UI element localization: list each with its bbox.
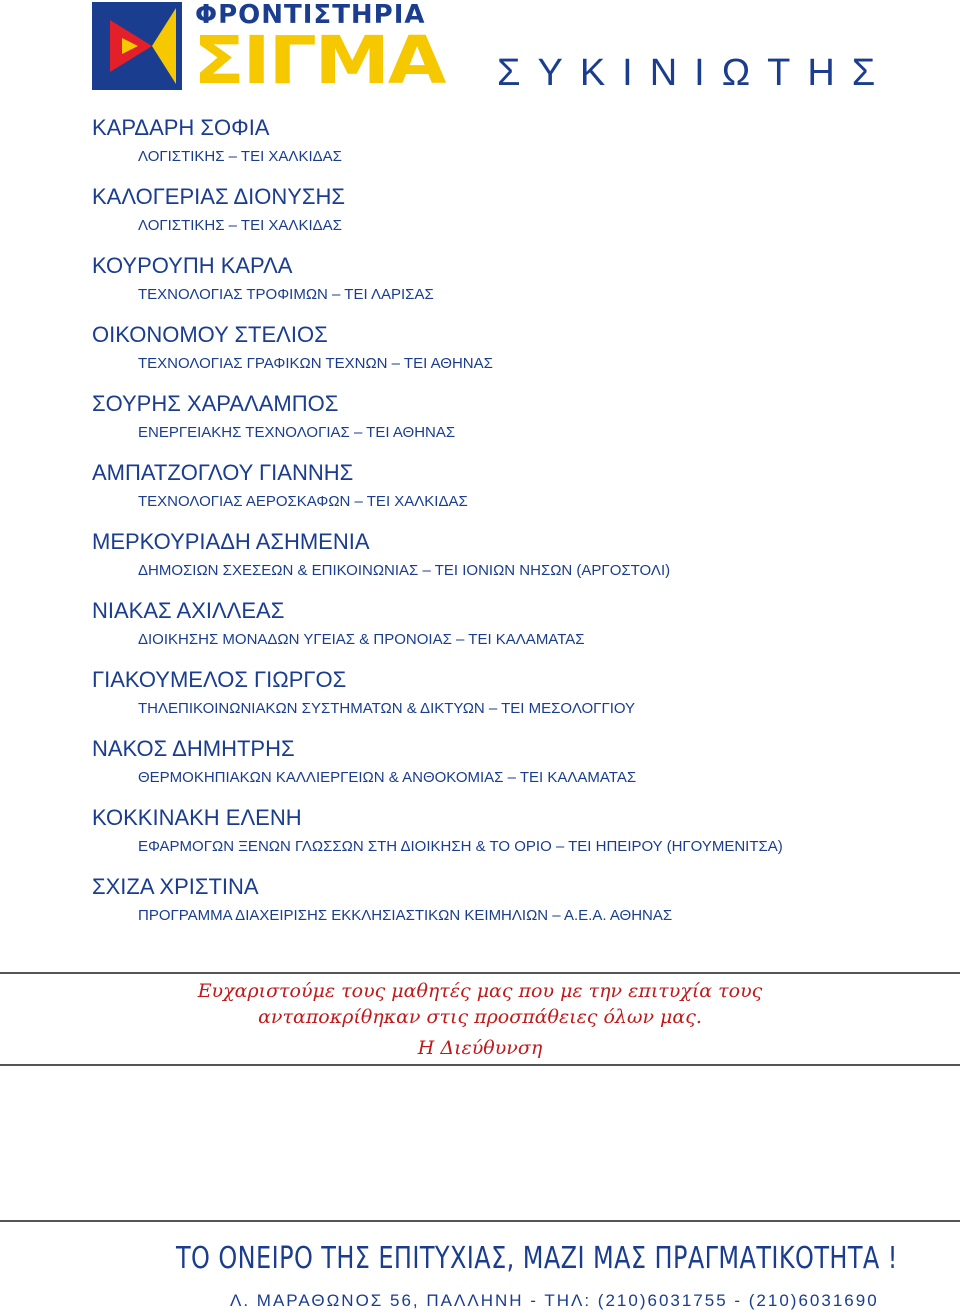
student-name: ΚΑΛΟΓΕΡΙΑΣ ΔΙΟΝΥΣΗΣ [92, 184, 346, 209]
thanks-line-2: ανταποκρίθηκαν στις προσπάθειες όλων μας. [258, 1006, 702, 1028]
thanks-signature: Η Διεύθυνση [417, 1037, 543, 1059]
student-name: ΟΙΚΟΝΟΜΟΥ ΣΤΕΛΙΟΣ [92, 322, 328, 347]
student-department: ΘΕΡΜΟΚΗΠΙΑΚΩΝ ΚΑΛΛΙΕΡΓΕΙΩΝ & ΑΝΘΟΚΟΜΙΑΣ – ΤΕΙ ΚΑΛΑΜΑΤΑΣ [138, 769, 637, 786]
list-item [92, 804, 912, 873]
student-name: ΚΟΥΡΟΥΠΗ ΚΑΡΛΑ [92, 253, 293, 278]
student-name: ΚΑΡΔΑΡΗ ΣΟΦΙΑ [92, 115, 270, 140]
student-department: ΤΕΧΝΟΛΟΓΙΑΣ ΤΡΟΦΙΜΩΝ – ΤΕΙ ΛΑΡΙΣΑΣ [138, 286, 434, 303]
list-item [92, 597, 912, 666]
list-item [92, 114, 912, 183]
student-department: ΔΗΜΟΣΙΩΝ ΣΧΕΣΕΩΝ & ΕΠΙΚΟΙΝΩΝΙΑΣ – ΤΕΙ ΙΟΝΙΩΝ ΝΗΣΩΝ (ΑΡΓΟΣΤΟΛΙ) [138, 562, 671, 579]
student-department: ΔΙΟΙΚΗΣΗΣ ΜΟΝΑΔΩΝ ΥΓΕΙΑΣ & ΠΡΟΝΟΙΑΣ – ΤΕΙ ΚΑΛΑΜΑΤΑΣ [138, 631, 585, 648]
thanks-message [0, 978, 960, 1030]
list-item [92, 183, 912, 252]
list-item [92, 735, 912, 804]
thanks-line-1: Ευχαριστούμε τους μαθητές μας που με την επιτυχία τους [197, 980, 763, 1002]
student-department: ΕΝΕΡΓΕΙΑΚΗΣ ΤΕΧΝΟΛΟΓΙΑΣ – ΤΕΙ ΑΘΗΝΑΣ [138, 424, 456, 441]
student-name: ΝΑΚΟΣ ΔΗΜΗΤΡΗΣ [92, 736, 295, 761]
student-department: ΕΦΑΡΜΟΓΩΝ ΞΕΝΩΝ ΓΛΩΣΣΩΝ ΣΤΗ ΔΙΟΙΚΗΣΗ & ΤΟ ΟΡΙΟ – ΤΕΙ ΗΠΕΙΡΟΥ (ΗΓΟΥΜΕΝΙΤΣΑ) [138, 838, 783, 855]
student-list [92, 114, 912, 942]
student-department: ΛΟΓΙΣΤΙΚΗΣ – ΤΕΙ ΧΑΛΚΙΔΑΣ [138, 217, 342, 234]
list-item [92, 321, 912, 390]
list-item [92, 459, 912, 528]
list-item [92, 873, 912, 942]
student-department: ΠΡΟΓΡΑΜΜΑ ΔΙΑΧΕΙΡΙΣΗΣ ΕΚΚΛΗΣΙΑΣΤΙΚΩΝ ΚΕΙΜΗΛΙΩΝ – Α.Ε.Α. ΑΘΗΝΑΣ [138, 907, 673, 924]
divider-top [0, 972, 960, 974]
student-name: ΑΜΠΑΤΖΟΓΛΟΥ ΓΙΑΝΝΗΣ [92, 460, 354, 485]
list-item [92, 390, 912, 459]
student-name: ΓΙΑΚΟΥΜΕΛΟΣ ΓΙΩΡΓΟΣ [92, 667, 347, 692]
student-name: ΜΕΡΚΟΥΡΙΑΔΗ ΑΣΗΜΕΝΙΑ [92, 529, 370, 554]
student-name: ΝΙΑΚΑΣ ΑΧΙΛΛΕΑΣ [92, 598, 285, 623]
brand-subtitle: ΦΡΟΝΤΙΣΤΗΡΙΑ [195, 0, 426, 30]
student-department: ΤΗΛΕΠΙΚΟΙΝΩΝΙΑΚΩΝ ΣΥΣΤΗΜΑΤΩΝ & ΔΙΚΤΥΩΝ – ΤΕΙ ΜΕΣΟΛΟΓΓΙΟΥ [138, 700, 636, 717]
list-item [92, 528, 912, 597]
student-department: ΛΟΓΙΣΤΙΚΗΣ – ΤΕΙ ΧΑΛΚΙΔΑΣ [138, 148, 342, 165]
student-department: ΤΕΧΝΟΛΟΓΙΑΣ ΑΕΡΟΣΚΑΦΩΝ – ΤΕΙ ΧΑΛΚΙΔΑΣ [138, 493, 468, 510]
list-item [92, 666, 912, 735]
sigma-logo-icon [92, 2, 182, 90]
footer-divider [0, 1220, 960, 1222]
divider-bottom [0, 1064, 960, 1066]
footer-slogan: ΤΟ ΟΝΕΙΡΟ ΤΗΣ ΕΠΙΤΥΧΙΑΣ, ΜΑΖΙ ΜΑΣ ΠΡΑΓΜΑΤΙΚΟΤΗΤΑ ! [176, 1241, 898, 1276]
student-department: ΤΕΧΝΟΛΟΓΙΑΣ ΓΡΑΦΙΚΩΝ ΤΕΧΝΩΝ – ΤΕΙ ΑΘΗΝΑΣ [138, 355, 493, 372]
student-name: ΣΧΙΖΑ ΧΡΙΣΤΙΝΑ [92, 874, 259, 899]
branch-name: ΣΥΚΙΝΙΩΤΗΣ [497, 52, 893, 94]
footer-address: Λ. ΜΑΡΑΘΩΝΟΣ 56, ΠΑΛΛΗΝΗ - ΤΗΛ: (210)6031755 - (210)6031690 [230, 1291, 879, 1310]
brand-name: ΣΙΓΜΑ [193, 22, 445, 99]
student-name: ΣΟΥΡΗΣ ΧΑΡΑΛΑΜΠΟΣ [92, 391, 339, 416]
list-item [92, 252, 912, 321]
student-name: ΚΟΚΚΙΝΑΚΗ ΕΛΕΝΗ [92, 805, 302, 830]
